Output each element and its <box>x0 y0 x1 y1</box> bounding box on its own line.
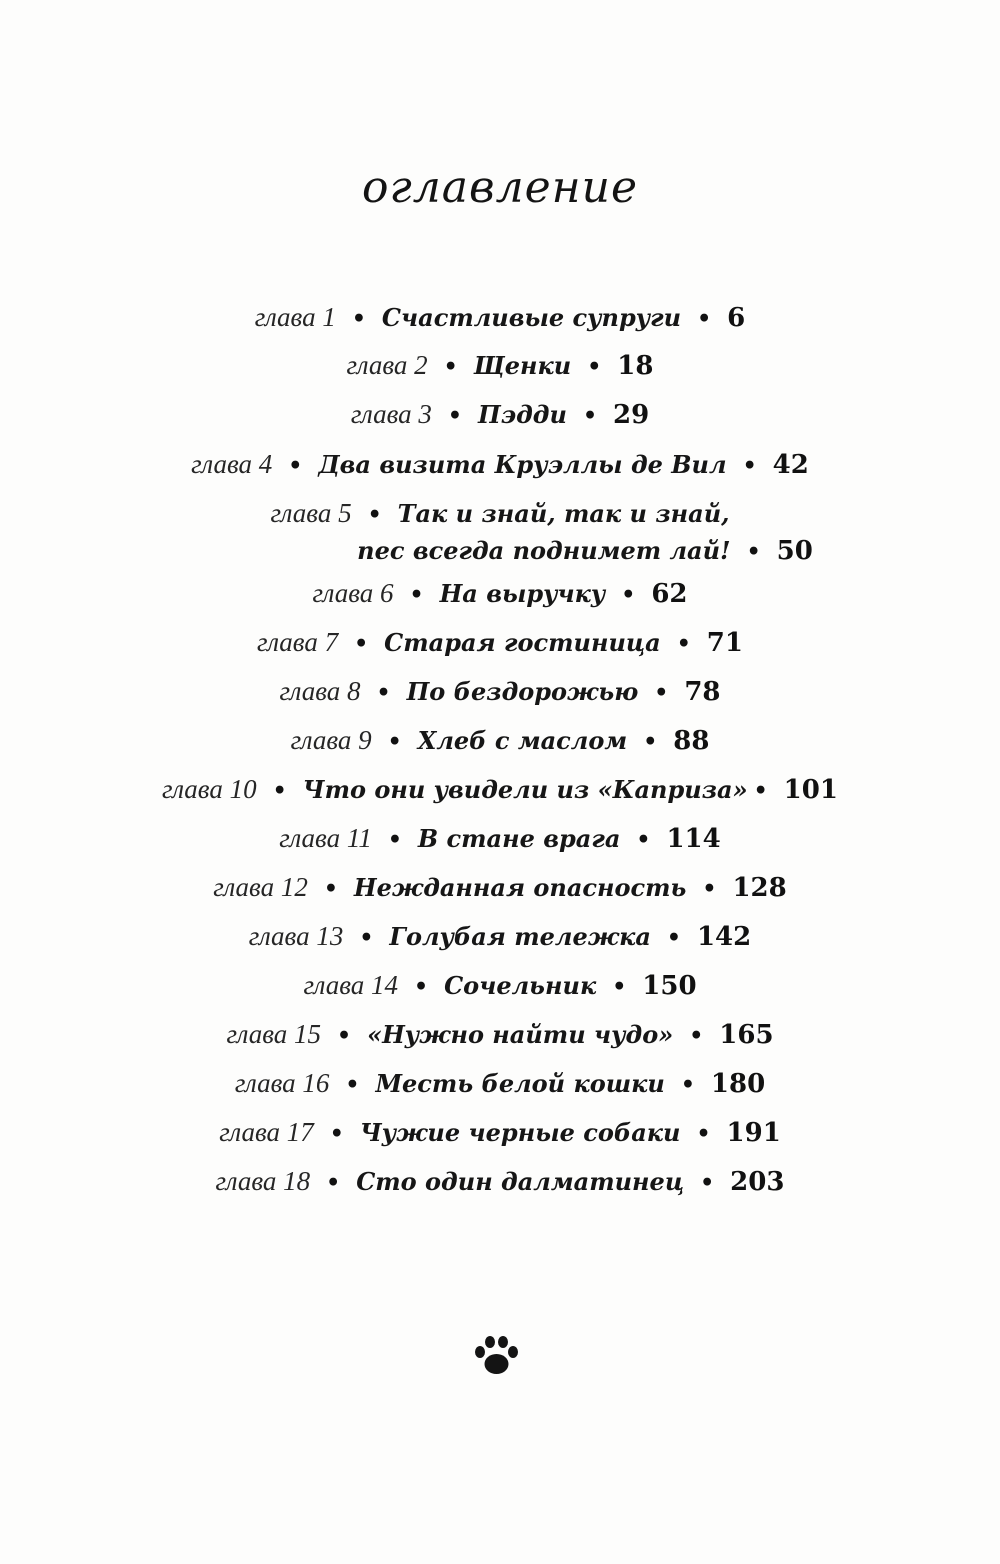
separator-dot: • <box>753 778 768 804</box>
separator-dot: • <box>680 1072 695 1098</box>
separator-dot: • <box>742 453 757 479</box>
separator-dot: • <box>414 974 429 1000</box>
chapter-label: глава 6 <box>312 578 394 608</box>
separator-dot: • <box>746 539 761 565</box>
toc-entry[interactable] <box>0 1012 1000 1060</box>
toc-entry[interactable] <box>0 1110 1000 1158</box>
toc-entry[interactable] <box>0 914 1000 962</box>
page-number: 203 <box>730 1167 785 1197</box>
separator-dot: • <box>689 1023 704 1049</box>
chapter-title: Счастливые супруги <box>381 303 682 332</box>
separator-dot: • <box>409 582 424 608</box>
separator-dot: • <box>326 1170 341 1196</box>
separator-dot: • <box>621 582 636 608</box>
separator-dot: • <box>359 925 374 951</box>
separator-dot: • <box>643 729 658 755</box>
page-number: 50 <box>776 536 813 566</box>
toc-entry[interactable] <box>0 963 1000 1011</box>
chapter-title: Хлеб с маслом <box>417 726 628 755</box>
toc-entry[interactable] <box>0 442 1000 490</box>
toc-entry[interactable] <box>0 571 1000 619</box>
chapter-title: По бездорожью <box>406 677 639 706</box>
chapter-title: Старая гостиница <box>384 628 661 657</box>
separator-dot: • <box>337 1023 352 1049</box>
toc-entry[interactable] <box>0 620 1000 668</box>
chapter-title: Нежданная опасность <box>353 873 687 902</box>
chapter-title: «Нужно найти чудо» <box>367 1020 674 1049</box>
toc-entry[interactable] <box>0 865 1000 913</box>
separator-dot: • <box>612 974 627 1000</box>
page-number: 18 <box>617 351 654 381</box>
separator-dot: • <box>272 778 287 804</box>
separator-dot: • <box>387 827 402 853</box>
separator-dot: • <box>329 1121 344 1147</box>
chapter-title: Месть белой кошки <box>375 1069 665 1098</box>
page-number: 42 <box>772 450 809 480</box>
page-title: оглавление <box>362 162 638 213</box>
separator-dot: • <box>288 453 303 479</box>
page-number: 165 <box>719 1020 774 1050</box>
page-number: 150 <box>642 971 697 1001</box>
toc-entry[interactable] <box>0 767 1000 815</box>
page-number: 78 <box>684 677 721 707</box>
separator-dot: • <box>323 876 338 902</box>
chapter-title: Сто один далматинец <box>356 1167 685 1196</box>
toc-entry[interactable] <box>0 718 1000 766</box>
toc-entry[interactable] <box>0 295 1000 343</box>
chapter-label: глава 17 <box>219 1117 314 1147</box>
separator-dot: • <box>367 502 382 528</box>
paw-print-svg <box>470 1330 530 1380</box>
chapter-title: Пэдди <box>477 400 567 429</box>
separator-dot: • <box>345 1072 360 1098</box>
chapter-label: глава 3 <box>350 399 432 429</box>
paw-pad <box>485 1354 509 1374</box>
separator-dot: • <box>351 306 366 332</box>
page-number: 88 <box>673 726 710 756</box>
paw-toe-right <box>508 1346 518 1358</box>
chapter-label: глава 4 <box>191 449 273 479</box>
chapter-label: глава 8 <box>279 676 361 706</box>
separator-dot: • <box>587 354 602 380</box>
separator-dot: • <box>666 925 681 951</box>
separator-dot: • <box>676 631 691 657</box>
paw-toe-mid-left <box>485 1336 495 1348</box>
chapter-title: Щенки <box>473 351 572 380</box>
separator-dot: • <box>697 306 712 332</box>
chapter-title: На выручку <box>439 579 606 608</box>
chapter-label: глава 9 <box>290 725 372 755</box>
chapter-label: глава 15 <box>226 1019 322 1049</box>
chapter-title-continued: пес всегда поднимет лай! <box>357 536 731 565</box>
page-number: 71 <box>706 628 743 658</box>
toc-entry[interactable] <box>0 1159 1000 1207</box>
separator-dot: • <box>354 631 369 657</box>
toc-entry-line-2 <box>0 533 1000 570</box>
chapter-title: Голубая тележка <box>389 922 651 951</box>
chapter-label: глава 13 <box>248 921 344 951</box>
toc-entry[interactable] <box>0 343 1000 391</box>
toc-entry[interactable] <box>0 669 1000 717</box>
chapter-title: Сочельник <box>444 971 597 1000</box>
page-number: 128 <box>732 873 787 903</box>
toc-entry[interactable] <box>0 495 1000 579</box>
chapter-title: В стане врага <box>417 824 621 853</box>
chapter-label: глава 10 <box>162 774 257 804</box>
chapter-label: глава 18 <box>215 1166 311 1196</box>
chapter-title: Два визита Круэллы де Вил <box>318 450 727 479</box>
page-number: 180 <box>710 1069 766 1099</box>
separator-dot: • <box>387 729 402 755</box>
separator-dot: • <box>696 1121 711 1147</box>
chapter-label: глава 5 <box>270 498 352 528</box>
chapter-label: глава 14 <box>303 970 399 1000</box>
separator-dot: • <box>376 680 391 706</box>
separator-dot: • <box>702 876 717 902</box>
toc-entry[interactable] <box>0 816 1000 864</box>
paw-print-icon <box>470 1330 530 1380</box>
chapter-title: Что они увидели из «Каприза» <box>302 775 748 804</box>
chapter-label: глава 2 <box>346 350 428 380</box>
separator-dot: • <box>447 403 462 429</box>
page-number: 191 <box>726 1118 781 1148</box>
page-number: 62 <box>651 579 688 609</box>
chapter-label: глава 1 <box>254 302 336 332</box>
separator-dot: • <box>443 354 458 380</box>
separator-dot: • <box>700 1170 715 1196</box>
page-number: 114 <box>666 824 721 854</box>
separator-dot: • <box>582 403 597 429</box>
page-number: 29 <box>613 400 650 430</box>
paw-toe-mid-right <box>498 1336 508 1348</box>
toc-entry[interactable] <box>0 392 1000 440</box>
chapter-label: глава 16 <box>234 1068 330 1098</box>
page-number: 6 <box>727 303 746 333</box>
page-number: 142 <box>696 922 752 952</box>
toc-entry[interactable] <box>0 1061 1000 1109</box>
chapter-label: глава 12 <box>213 872 308 902</box>
separator-dot: • <box>654 680 669 706</box>
toc-entry-line-1 <box>0 495 1000 533</box>
chapter-label: глава 11 <box>279 823 372 853</box>
chapter-title: Чужие черные собаки <box>359 1118 681 1147</box>
chapter-label: глава 7 <box>257 627 339 657</box>
paw-toe-left <box>475 1346 485 1358</box>
chapter-title: Так и знай, так и знай, <box>397 499 730 528</box>
separator-dot: • <box>636 827 651 853</box>
page-number: 101 <box>783 775 838 805</box>
